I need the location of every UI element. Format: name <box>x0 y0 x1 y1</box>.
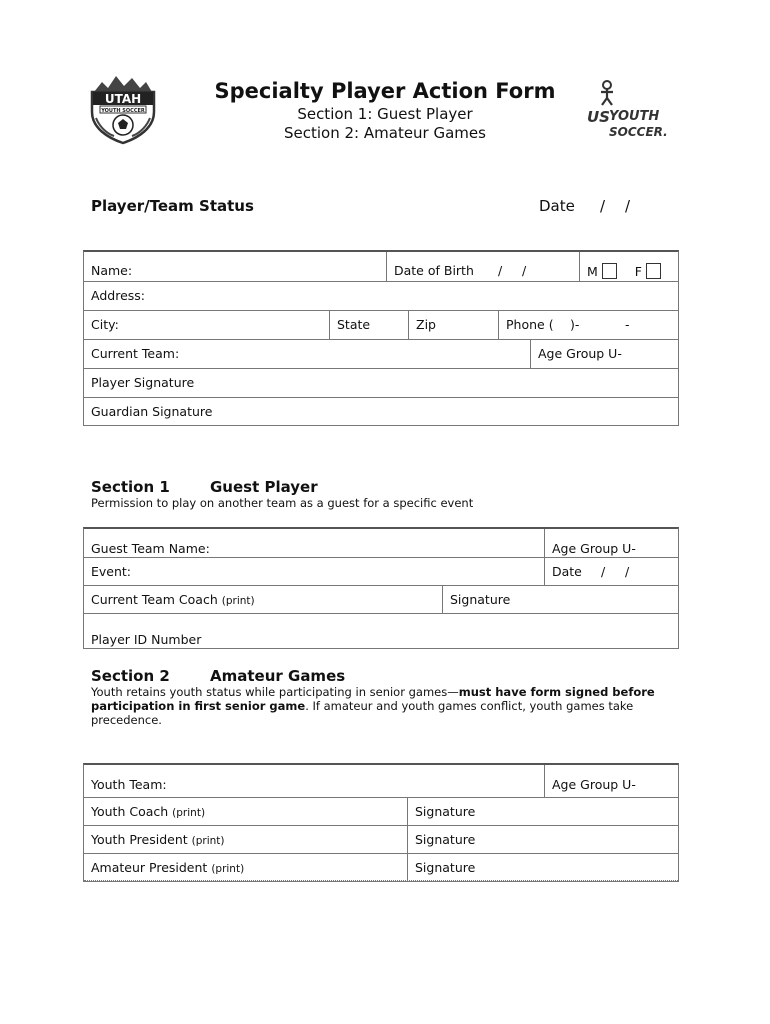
youth-president-row <box>84 826 678 854</box>
section-1-title: Guest Player <box>210 478 318 496</box>
player-id-row <box>84 614 678 648</box>
player-team-status-heading: Player/Team Status <box>91 197 254 215</box>
event-field[interactable] <box>84 558 544 585</box>
phone-mid: )- <box>570 317 580 332</box>
coach-signature-field[interactable] <box>442 586 678 613</box>
date-slash-1: / <box>600 197 606 215</box>
amateur-president-print: (print) <box>211 863 245 875</box>
coach-row <box>84 586 678 614</box>
player-info-table <box>83 250 679 426</box>
gender-field <box>579 252 678 281</box>
player-id-field[interactable] <box>84 614 201 648</box>
player-id-label: Player ID Number <box>91 632 202 647</box>
us-youth-soccer-logo <box>585 78 668 140</box>
dob-slash-2: / <box>522 263 527 278</box>
current-team-coach-print: (print) <box>221 595 255 607</box>
player-signature-label: Player Signature <box>91 375 195 390</box>
address-label: Address: <box>91 288 145 303</box>
current-team-coach-field[interactable] <box>84 586 442 613</box>
guardian-signature-field[interactable] <box>84 398 212 425</box>
youth-coach-print: (print) <box>172 807 206 819</box>
dob-slash-1: / <box>498 263 503 278</box>
youth-president-signature-field[interactable] <box>407 826 678 853</box>
youth-age-group-field[interactable] <box>544 765 678 797</box>
guest-team-label: Guest Team Name: <box>91 541 210 556</box>
logo-youth-soccer-text: YOUTH SOCCER <box>101 108 145 114</box>
guest-age-group-label: Age Group U- <box>552 541 636 556</box>
youth-coach-field[interactable] <box>84 798 407 825</box>
phone-field[interactable] <box>498 311 678 339</box>
state-field[interactable] <box>329 311 408 339</box>
section-2-desc-bold: must have form signed before participation in first senior game <box>91 685 655 713</box>
guest-player-table <box>83 527 679 649</box>
age-group-field[interactable] <box>530 340 678 368</box>
player-signature-field[interactable] <box>84 369 194 397</box>
event-date-label: Date <box>552 564 582 579</box>
youth-team-label: Youth Team: <box>91 777 167 792</box>
event-row <box>84 558 678 586</box>
youth-president-label: Youth President <box>91 832 188 847</box>
guardian-signature-row <box>84 398 678 425</box>
event-date-slash-2: / <box>625 564 630 579</box>
date-label: Date <box>539 197 575 215</box>
dob-label: Date of Birth <box>394 263 474 278</box>
date-slash-2: / <box>625 197 631 215</box>
form-title: Specialty Player Action Form <box>214 79 556 103</box>
svg-text:YOUTH: YOUTH <box>609 109 660 124</box>
youth-team-row <box>84 765 678 798</box>
current-team-coach-label: Current Team Coach <box>91 592 218 607</box>
youth-president-signature-label: Signature <box>415 832 476 847</box>
female-label: F <box>634 264 642 279</box>
youth-team-field[interactable] <box>84 765 544 797</box>
city-label: City: <box>91 317 119 332</box>
amateur-president-signature-label: Signature <box>415 860 476 875</box>
youth-coach-signature-field[interactable] <box>407 798 678 825</box>
amateur-president-signature-field[interactable] <box>407 854 678 880</box>
event-date-field[interactable] <box>544 558 678 585</box>
current-team-label: Current Team: <box>91 346 180 361</box>
current-team-field[interactable] <box>84 340 530 368</box>
current-team-row <box>84 340 678 369</box>
city-field[interactable] <box>84 311 329 339</box>
amateur-games-table <box>83 763 679 882</box>
player-signature-row <box>84 369 678 398</box>
amateur-president-field[interactable] <box>84 854 407 880</box>
subtitle-section-1: Section 1: Guest Player <box>297 105 473 123</box>
section-2-title: Amateur Games <box>210 667 346 685</box>
svg-text:SOCCER.: SOCCER. <box>609 125 668 139</box>
name-label: Name: <box>91 263 133 278</box>
address-row <box>84 282 678 311</box>
phone-label: Phone ( <box>506 317 554 332</box>
event-date-slash-1: / <box>601 564 606 579</box>
section-2-description <box>91 685 666 727</box>
guardian-signature-label: Guardian Signature <box>91 404 213 419</box>
male-label: M <box>587 264 598 279</box>
event-label: Event: <box>91 564 132 579</box>
female-checkbox[interactable] <box>646 263 661 279</box>
youth-age-group-label: Age Group U- <box>552 777 636 792</box>
age-group-label: Age Group U- <box>538 346 622 361</box>
guest-team-row <box>84 529 678 558</box>
youth-coach-signature-label: Signature <box>415 804 476 819</box>
youth-coach-label: Youth Coach <box>91 804 169 819</box>
section-1-description: Permission to play on another team as a guest for a specific event <box>91 496 474 510</box>
name-field[interactable] <box>84 252 132 281</box>
amateur-president-row <box>84 854 678 881</box>
svg-text:US: US <box>587 108 610 126</box>
zip-label: Zip <box>416 317 436 332</box>
guest-age-group-field[interactable] <box>544 529 678 557</box>
youth-president-field[interactable] <box>84 826 407 853</box>
section-2-desc-part1: Youth retains youth status while participating in senior games— <box>91 685 459 699</box>
dob-field[interactable] <box>386 252 579 281</box>
subtitle-section-2: Section 2: Amateur Games <box>284 124 486 142</box>
section-1-number: Section 1 <box>91 478 170 496</box>
name-row <box>84 252 678 282</box>
state-label: State <box>337 317 371 332</box>
guest-team-field[interactable] <box>84 529 544 557</box>
amateur-president-label: Amateur President <box>91 860 208 875</box>
section-2-desc-part2: . If amateur and youth games conflict, youth games take precedence. <box>91 699 634 727</box>
youth-president-print: (print) <box>191 835 225 847</box>
phone-dash: - <box>625 317 630 332</box>
male-checkbox[interactable] <box>602 263 617 279</box>
logo-utah-text: UTAH <box>104 92 142 106</box>
coach-signature-label: Signature <box>450 592 511 607</box>
section-2-number: Section 2 <box>91 667 170 685</box>
youth-coach-row <box>84 798 678 826</box>
address-field[interactable] <box>84 282 145 310</box>
city-row <box>84 311 678 340</box>
zip-field[interactable] <box>408 311 498 339</box>
